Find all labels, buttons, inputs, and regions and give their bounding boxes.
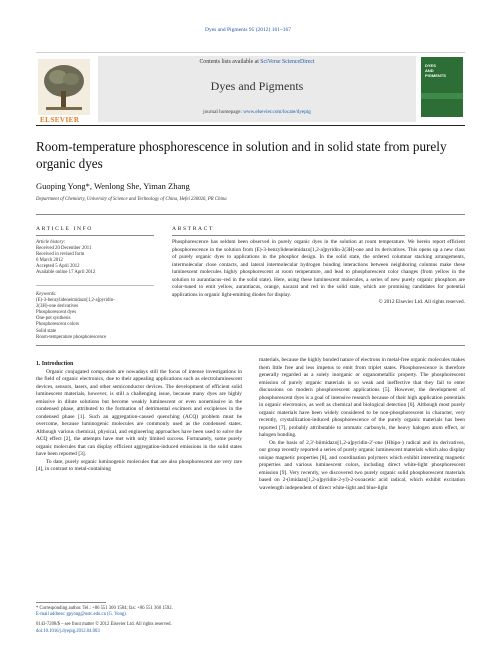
- keyword-item: One-pot synthesis: [36, 316, 71, 322]
- footnote: [36, 606, 242, 635]
- keyword-item: Phosphorescent dyes: [36, 310, 77, 316]
- abstract-text: Phosphorescence has seldom been observed in purely organic dyes in the solution at room temperature. We herein report efficient phosphorescence in the solution from (E)-3-benzylideneimidazo[1,2-a]pyridin-2(3H)-one and its derivatives. This opens up a new class of purely organic dyes to applications in the phosphor design. In the solid state, the ordered columnar stacking arrangements, intermolecular close contacts, and lateral intermolecular hydrogen bonding interactions between neighboring columns make these luminescent molecules highly phosphorescent at room temperature, and lead to phosphorescent color changes (from yellow in the solution to aurantiacus–red in the solid state). Here, using these luminescent molecules, a series of new purely organic phosphors are color-tuned to emit yellow, aurantiacus, orange, nacarat and red in the solid state, which are promising candidates for potential applications in organic light-emitting diodes for display.: [172, 239, 465, 298]
- authors: Guoping Yong*, Wenlong She, Yiman Zhang: [36, 181, 190, 191]
- cover-title-line-2: AND: [425, 68, 434, 73]
- homepage-prefix: journal homepage:: [203, 109, 244, 115]
- keyword-item: Solid state: [36, 328, 57, 334]
- journal-title: Dyes and Pigments: [210, 79, 304, 93]
- article-title: Room-temperature phosphorescence in solution and in solid state from purely organic dyes: [36, 139, 447, 171]
- article-history: [36, 240, 154, 277]
- history-item: Received 20 December 2011: [36, 246, 92, 252]
- history-item: 6 March 2012: [36, 258, 63, 264]
- abstract-rule: [172, 235, 465, 236]
- journal-reference[interactable]: Dyes and Pigments 95 (2012) 161–167: [204, 27, 291, 33]
- copyright: © 2012 Elsevier Ltd. All rights reserved.: [378, 299, 465, 305]
- journal-homepage: [98, 109, 416, 115]
- sciverse-link[interactable]: SciVerse ScienceDirect: [260, 59, 315, 65]
- footnote-rule: [36, 602, 106, 603]
- info-rule: [36, 235, 154, 236]
- contents-line: [98, 59, 416, 65]
- history-item: Received in revised form: [36, 252, 85, 258]
- email-address[interactable]: E-mail address: gpyong@ustc.edu.cn (G. Yong).: [36, 612, 127, 618]
- body-left-column: [36, 361, 242, 474]
- keyword-item: 2(3H)-one derivatives: [36, 304, 79, 310]
- intro-paragraph: materials, because the highly bonded nature of electrons in metal-free organic molecules makes them little free and less impetus to emit from triplet states. Phosphorescence is therefore generally regarded as a solely inorganic or organometallic property. The phosphorescent emission of purely organic materials is so weak and ineffective that they fail to enter discussions on modern phosphorescent applications [5]. However, the development of phosphorescent dyes is a goal of intensive research because of their high application potentials in organic electronics, as well as chemical and biological detection [6]. Although most purely organic materials have been widely considered to be non-phosphorescent in character, very recently, crystallization-induced phosphorescence of the purely organic materials has been reported [7], probably attributable to aromatic carbonyls, the heavy halogen atom effect, or halogen bonding.: [259, 357, 466, 438]
- keyword-item: (E)-3-benzylideneimidazo[1,2-a]pyridin-: [36, 298, 115, 304]
- intro-paragraph: On the basis of 2,3′-biimidazo[1,2-a]pyridin-2′-one (Hbipo·) radical and its derivatives, our group recently reported a series of purely organic luminescent materials which also display unique magnetic properties [8], and coordination polymers which exhibit interesting magnetic properties and various luminescent colors, including direct white-light phosphorescent emission [9]. Very recently, we discovered two purely organic solid phosphorescent materials based on 2-(imidazo[1,2-a]pyridin-2-yl)-2-oxoacetic acid radical, which exhibit excitation wavelength independent of direct white-light and blue-light: [259, 439, 465, 491]
- history-item: Accepted 5 April 2012: [36, 264, 80, 270]
- article-info-heading: ARTICLE INFO: [36, 226, 93, 232]
- contents-prefix: Contents lists available at: [199, 59, 261, 65]
- homepage-link[interactable]: www.elsevier.com/locate/dyepig: [243, 109, 311, 115]
- intro-heading: 1. Introduction: [36, 361, 74, 367]
- elsevier-tree-logo-icon: [36, 57, 92, 117]
- keywords: [36, 292, 154, 341]
- keywords-label: Keywords:: [36, 292, 57, 297]
- intro-paragraph: To date, purely organic luminogenic molecules that are also phosphorescent are very rare [4], in contrast to metal-containing: [36, 458, 242, 472]
- doi-link[interactable]: doi:10.1016/j.dyepig.2012.04.003: [36, 628, 100, 634]
- journal-header: [36, 52, 465, 126]
- divider-top: [36, 214, 465, 215]
- cover-title-line-1: DYES: [425, 63, 436, 68]
- journal-cover-thumbnail: [421, 57, 463, 117]
- keywords-rule: [36, 285, 154, 286]
- publisher-name: ELSEVIER: [40, 116, 80, 124]
- cover-stripe: [421, 93, 463, 99]
- cover-title-line-3: PIGMENTS: [425, 73, 446, 78]
- abstract: [172, 239, 465, 307]
- keyword-item: Room-temperature phosphorescence: [36, 334, 107, 340]
- divider-body: [36, 345, 465, 346]
- affiliation: Department of Chemistry, University of Science and Technology of China, Hefei 230026, PR China: [36, 197, 227, 202]
- corresponding-author: * Corresponding author. Tel.: +86 551 360 1584; fax: +86 551 360 1592.: [36, 606, 173, 611]
- intro-paragraph: Organic conjugated compounds are nowadays still the focus of intense investigations in the field of organic electronics, due to their appealing applications such as electroluminescent devices, sensors, lasers, and other semiconductor devices. The development of efficient solid luminescent materials, however, is still a challenging issue, because many dyes are highly emissive in dilute solutions but become weakly luminescent or even nonemissive in the condensed phase, attributed to the formation of detrimental excimers and exciplexes in the condensed phase [1]. Such an aggregation-caused quenching (ACQ) problem must be overcome, because luminogenic molecules are commonly used as the condensed states. Although various chemical, physical, and engineering approaches have been used to solve the ACQ effect [2], the attempts have met with only limited success. Fortunately, some purely organic molecules that can display efficient aggregation-induced emissions in the solid states have been reported [3].: [36, 368, 242, 457]
- abstract-heading: ABSTRACT: [172, 226, 215, 232]
- history-item: Available online 17 April 2012: [36, 270, 96, 276]
- body-right-column: [259, 357, 465, 492]
- history-label: Article history:: [36, 240, 66, 245]
- issn-line: 0143-7208/$ – see front matter © 2012 Elsevier Ltd. All rights reserved.: [36, 622, 172, 628]
- cover-title: [425, 63, 446, 78]
- keyword-item: Phosphorescent colors: [36, 322, 80, 328]
